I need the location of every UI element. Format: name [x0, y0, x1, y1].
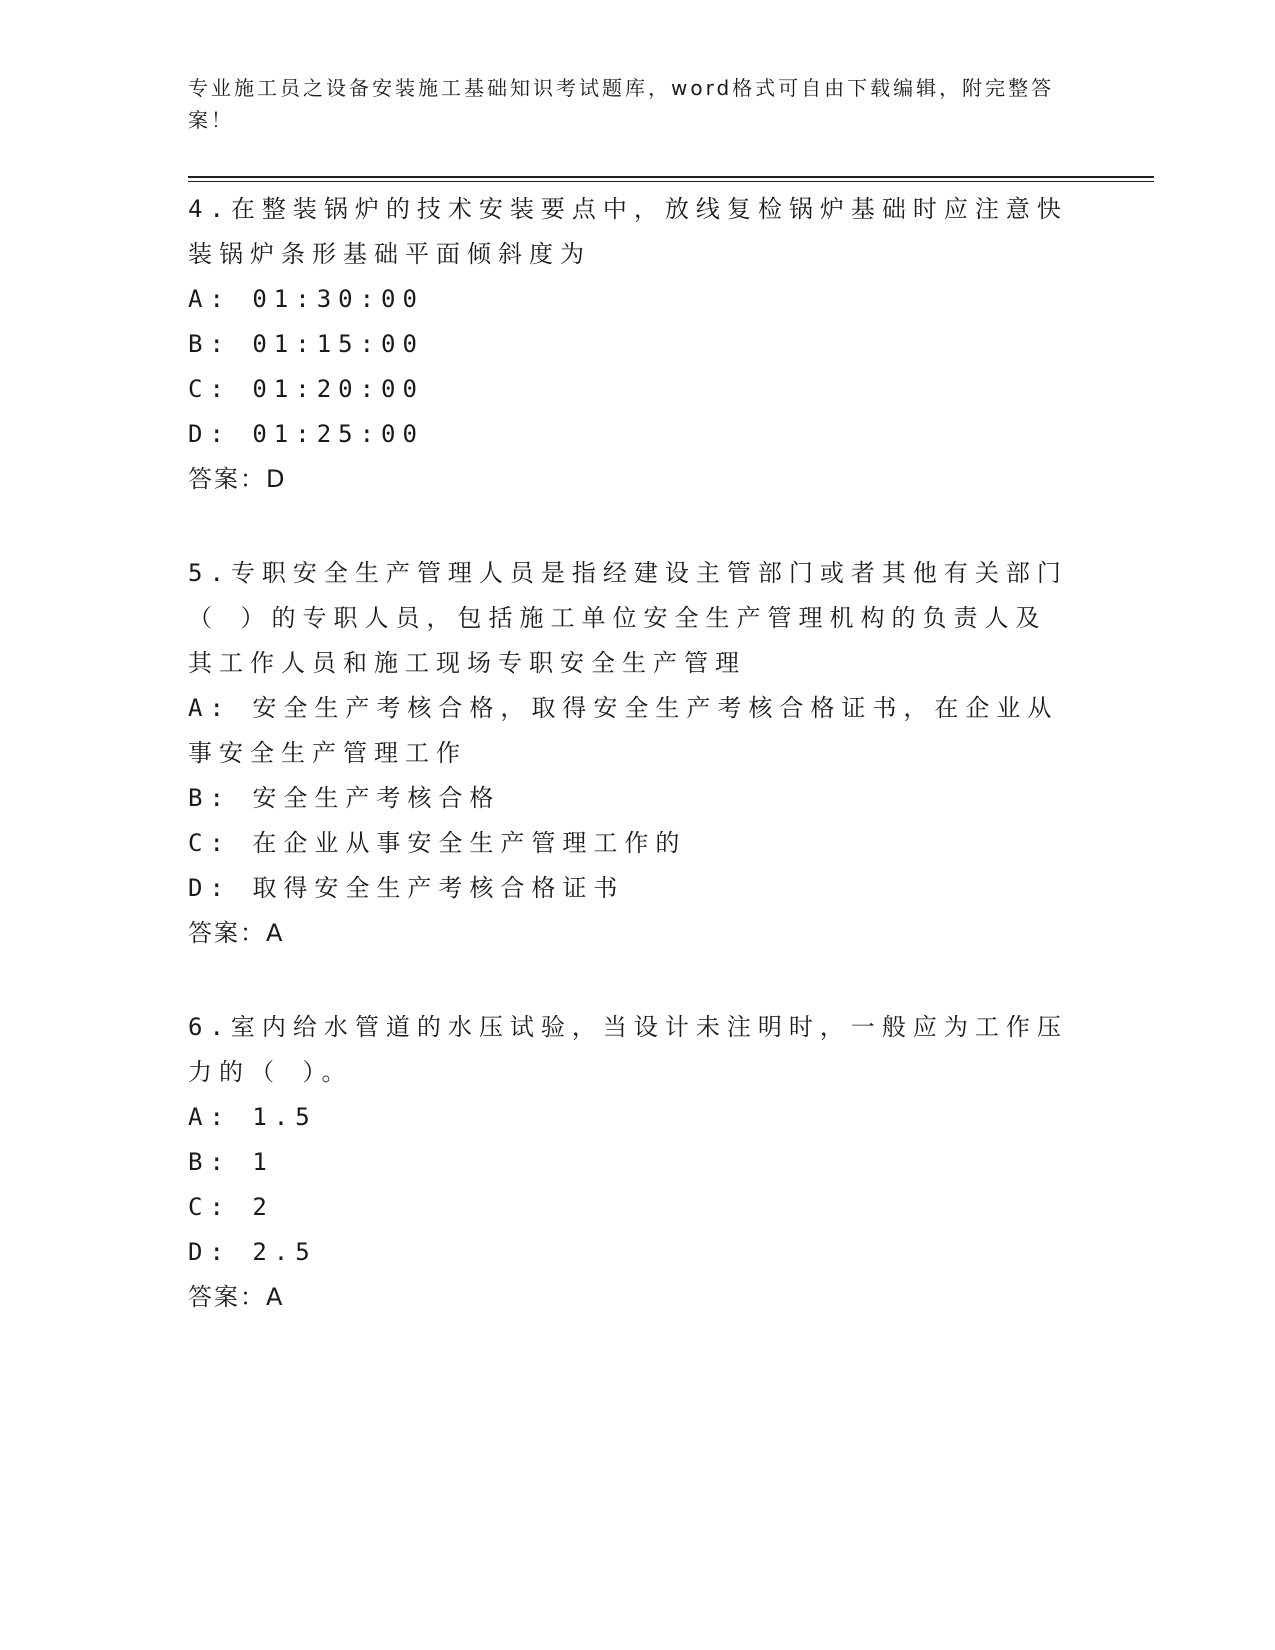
option-label: B:	[188, 330, 231, 358]
option-b	[188, 1140, 1068, 1185]
option-text: 01:20:00	[252, 375, 424, 403]
header-divider-thin	[188, 181, 1154, 182]
option-label: D:	[188, 1238, 231, 1266]
option-label: A:	[188, 694, 231, 722]
option-a	[188, 1095, 1068, 1140]
question-stem: 6.室内给水管道的水压试验，当设计未注明时，一般应为工作压力的（ ）。	[188, 1013, 1068, 1086]
option-label: D:	[188, 874, 231, 902]
option-c	[188, 367, 1068, 412]
question-5	[188, 551, 1068, 956]
question-stem: 4.在整装锅炉的技术安装要点中，放线复检锅炉基础时应注意快装锅炉条形基础平面倾斜度为	[188, 195, 1068, 268]
answer-line: 答案：A	[188, 1283, 285, 1311]
option-d	[188, 412, 1068, 457]
document-header: 专业施工员之设备安装施工基础知识考试题库，word格式可自由下载编辑，附完整答案！	[188, 76, 1055, 132]
option-label: B:	[188, 1148, 231, 1176]
option-text: 2.5	[252, 1238, 317, 1266]
option-c	[188, 821, 1068, 866]
option-a	[188, 686, 1068, 776]
option-text: 2	[252, 1193, 274, 1221]
option-text: 1.5	[252, 1103, 317, 1131]
option-text: 安全生产考核合格	[252, 784, 501, 812]
option-text: 在企业从事安全生产管理工作的	[252, 829, 687, 857]
option-label: D:	[188, 420, 231, 448]
option-c	[188, 1185, 1068, 1230]
option-label: C:	[188, 829, 231, 857]
option-b	[188, 776, 1068, 821]
option-label: A:	[188, 1103, 231, 1131]
question-stem: 5.专职安全生产管理人员是指经建设主管部门或者其他有关部门（ ）的专职人员，包括施工单位安全生产管理机构的负责人及其工作人员和施工现场专职安全生产管理	[188, 559, 1068, 677]
option-text: 01:25:00	[252, 420, 424, 448]
option-d	[188, 866, 1068, 911]
answer-line: 答案：A	[188, 919, 285, 947]
option-label: C:	[188, 375, 231, 403]
option-text: 1	[252, 1148, 274, 1176]
option-label: B:	[188, 784, 231, 812]
answer-line: 答案：D	[188, 465, 287, 493]
option-text: 取得安全生产考核合格证书	[252, 874, 625, 902]
option-a	[188, 277, 1068, 322]
option-label: C:	[188, 1193, 231, 1221]
option-label: A:	[188, 285, 231, 313]
option-text: 01:15:00	[252, 330, 424, 358]
option-b	[188, 322, 1068, 367]
option-text: 安全生产考核合格，取得安全生产考核合格证书，在企业从事安全生产管理工作	[188, 694, 1059, 767]
header-divider-thick	[188, 176, 1154, 178]
option-d	[188, 1230, 1068, 1275]
question-4	[188, 187, 1068, 502]
question-6	[188, 1005, 1068, 1320]
option-text: 01:30:00	[252, 285, 424, 313]
